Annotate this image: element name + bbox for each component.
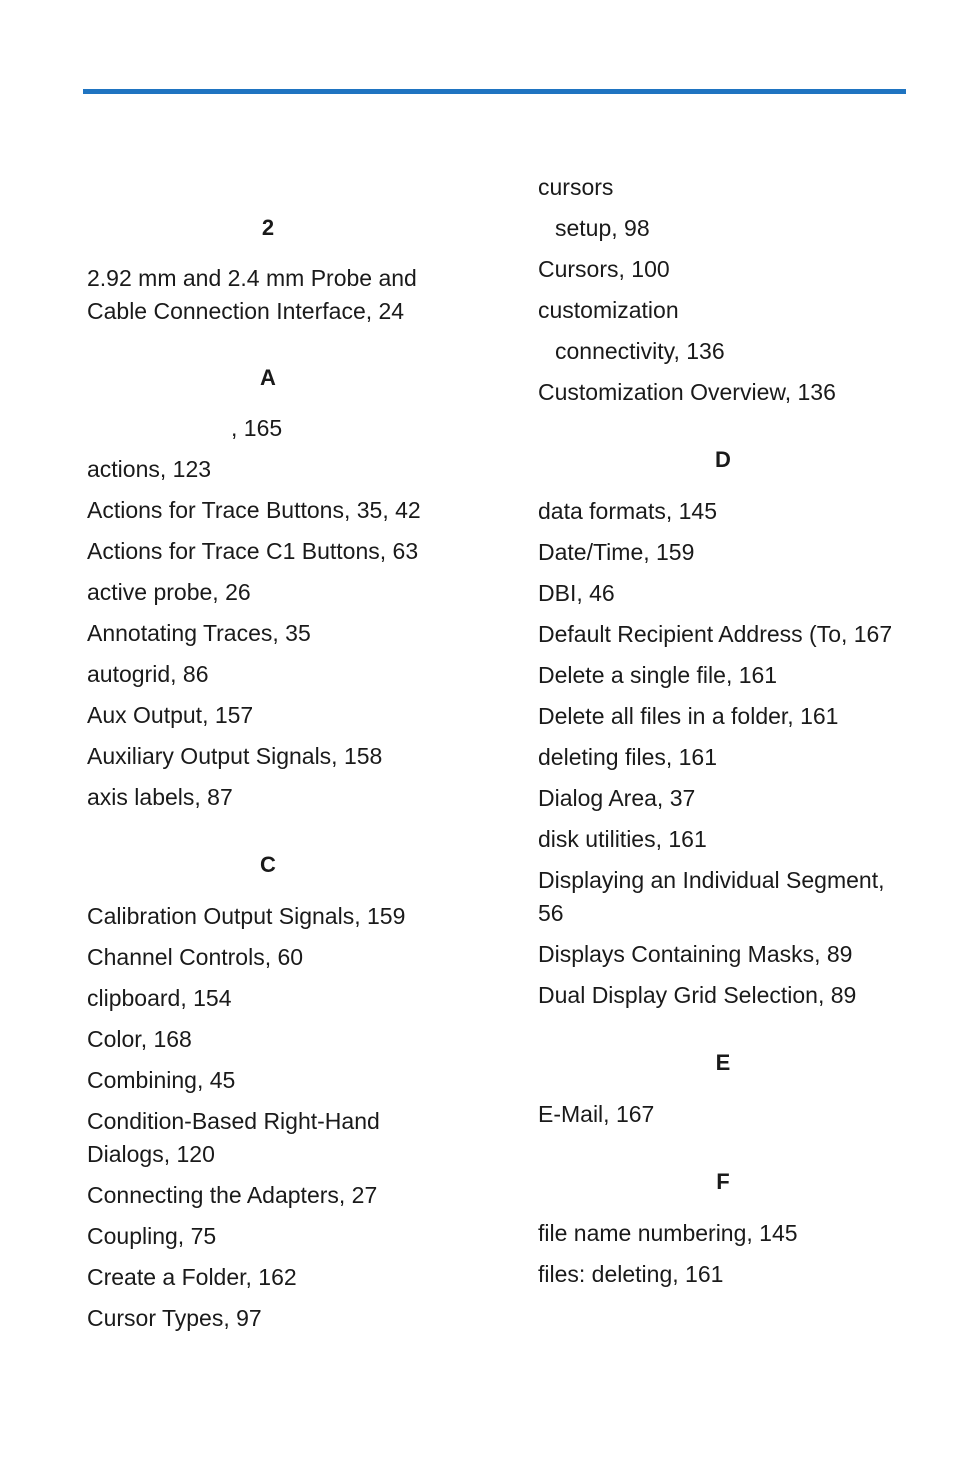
index-entry: Displaying an Individual Segment, 56 bbox=[538, 867, 885, 926]
index-column-left bbox=[87, 166, 449, 1335]
index-entry: cursors bbox=[538, 174, 614, 200]
index-entry: Channel Controls, 60 bbox=[87, 944, 304, 970]
index-entry: Default Recipient Address (To, 167 bbox=[538, 621, 893, 647]
index-entry: Create a Folder, 162 bbox=[87, 1264, 297, 1290]
header-rule bbox=[83, 89, 906, 94]
index-entry: axis labels, 87 bbox=[87, 784, 233, 810]
section-heading-f: F bbox=[716, 1169, 730, 1194]
section-heading-c: C bbox=[260, 852, 276, 877]
index-entry: Actions for Trace Buttons, 35, 42 bbox=[87, 497, 421, 523]
index-entry: Combining, 45 bbox=[87, 1067, 236, 1093]
index-entry: Color, 168 bbox=[87, 1026, 192, 1052]
index-entry: Cursors, 100 bbox=[538, 256, 670, 282]
index-subentry: setup, 98 bbox=[555, 215, 650, 241]
index-subentry: connectivity, 136 bbox=[555, 338, 725, 364]
index-entry: 2.92 mm and 2.4 mm Probe and Cable Connection Interface, 24 bbox=[87, 265, 417, 324]
index-entry: customization bbox=[538, 297, 679, 323]
index-entry: clipboard, 154 bbox=[87, 985, 232, 1011]
index-entry: Dual Display Grid Selection, 89 bbox=[538, 982, 857, 1008]
section-heading-a: A bbox=[260, 365, 276, 390]
index-entry: file name numbering, 145 bbox=[538, 1220, 798, 1246]
index-entry: Annotating Traces, 35 bbox=[87, 620, 311, 646]
index-entry: Calibration Output Signals, 159 bbox=[87, 903, 406, 929]
index-entry: autogrid, 86 bbox=[87, 661, 209, 687]
index-entry: files: deleting, 161 bbox=[538, 1261, 724, 1287]
index-entry: Dialog Area, 37 bbox=[538, 785, 696, 811]
section-heading-d: D bbox=[715, 447, 731, 472]
section-heading-e: E bbox=[715, 1050, 731, 1075]
index-entry: Aux Output, 157 bbox=[87, 702, 254, 728]
index-entry: Delete all files in a folder, 161 bbox=[538, 703, 839, 729]
index-entry: data formats, 145 bbox=[538, 498, 717, 524]
index-entry: disk utilities, 161 bbox=[538, 826, 707, 852]
index-entry: active probe, 26 bbox=[87, 579, 251, 605]
index-column-right bbox=[538, 166, 908, 1291]
index-entry: Delete a single file, 161 bbox=[538, 662, 778, 688]
index-entry: Condition-Based Right-Hand Dialogs, 120 bbox=[87, 1108, 380, 1167]
index-entry: Displays Containing Masks, 89 bbox=[538, 941, 853, 967]
index-entry: Date/Time, 159 bbox=[538, 539, 695, 565]
index-entry: Connecting the Adapters, 27 bbox=[87, 1182, 378, 1208]
index-entry: Auxiliary Output Signals, 158 bbox=[87, 743, 383, 769]
index-entry: deleting files, 161 bbox=[538, 744, 718, 770]
index-entry: Actions for Trace C1 Buttons, 63 bbox=[87, 538, 419, 564]
index-entry: , 165 bbox=[231, 415, 283, 441]
index-entry: Coupling, 75 bbox=[87, 1223, 217, 1249]
index-entry: Customization Overview, 136 bbox=[538, 379, 836, 405]
index-entry: DBI, 46 bbox=[538, 580, 615, 606]
section-heading-2: 2 bbox=[261, 215, 275, 240]
index-entry: actions, 123 bbox=[87, 456, 212, 482]
index-entry: Cursor Types, 97 bbox=[87, 1305, 262, 1331]
index-entry: E-Mail, 167 bbox=[538, 1101, 655, 1127]
